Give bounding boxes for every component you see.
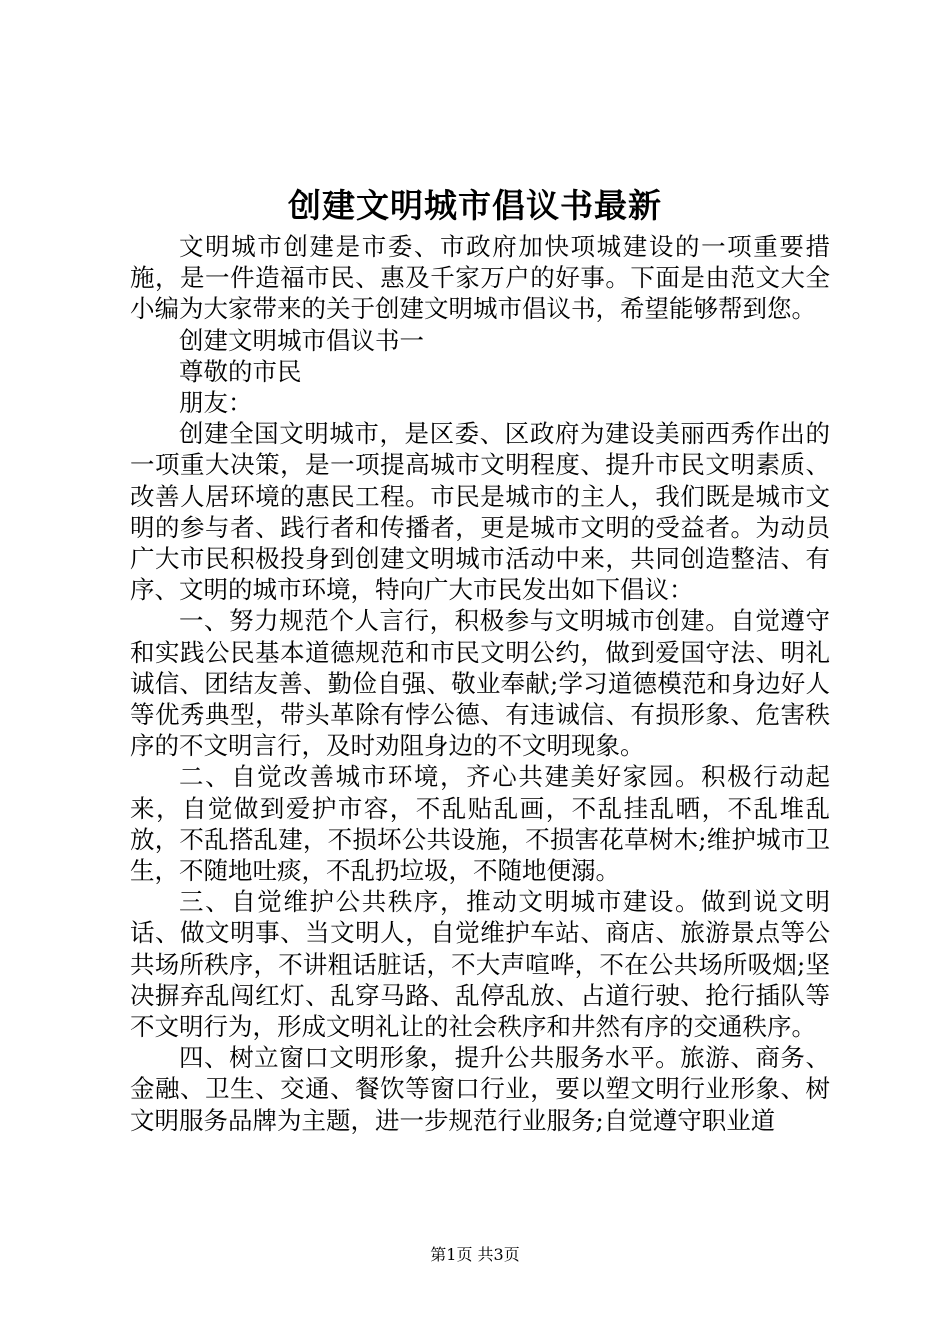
body-paragraph: 三、自觉维护公共秩序，推动文明城市建设。做到说文明话、做文明事、当文明人，自觉维护车站、商店、旅游景点等公共场所秩序，不讲粗话脏话，不大声喧哗，不在公共场所吸烟;坚决摒弃乱闯红灯、乱穿马路、乱停乱放、占道行驶、抢行插队等不文明行为，形成文明礼让的社会秩序和井然有序的交通秩序。 — [130, 887, 830, 1042]
document-title: 创建文明城市倡议书最新 — [288, 186, 662, 225]
intro-paragraph: 文明城市创建是市委、市政府加快项城建设的一项重要措施，是一件造福市民、惠及千家万户的好事。下面是由范文大全小编为大家带来的关于创建文明城市倡议书，希望能够帮到您。 — [130, 232, 830, 324]
salutation-line-2: 朋友： — [179, 388, 253, 418]
subtitle: 创建文明城市倡议书一 — [179, 325, 424, 355]
salutation-line-1: 尊敬的市民 — [179, 356, 302, 386]
page-footer: 第1页 共3页 — [430, 1245, 520, 1264]
body-paragraph: 创建全国文明城市，是区委、区政府为建设美丽西秀作出的一项重大决策，是一项提高城市文明程度、提升市民文明素质、改善人居环境的惠民工程。市民是城市的主人，我们既是城市文明的参与者、践行者和传播者，更是城市文明的受益者。为动员广大市民积极投身到创建文明城市活动中来，共同创造整洁、有序、文明的城市环境，特向广大市民发出如下倡议： — [130, 419, 830, 605]
body-paragraph: 四、树立窗口文明形象，提升公共服务水平。旅游、商务、金融、卫生、交通、餐饮等窗口行业，要以塑文明行业形象、树文明服务品牌为主题，进一步规范行业服务;自觉遵守职业道 — [130, 1043, 830, 1135]
body-paragraph: 二、自觉改善城市环境，齐心共建美好家园。积极行动起来，自觉做到爱护市容，不乱贴乱画，不乱挂乱晒，不乱堆乱放，不乱搭乱建，不损坏公共设施，不损害花草树木;维护城市卫生，不随地吐痰，不乱扔垃圾，不随地便溺。 — [130, 762, 830, 886]
body-paragraph: 一、努力规范个人言行，积极参与文明城市创建。自觉遵守和实践公民基本道德规范和市民文明公约，做到爱国守法、明礼诚信、团结友善、勤俭自强、敬业奉献;学习道德模范和身边好人等优秀典型，带头革除有悖公德、有违诚信、有损形象、危害秩序的不文明言行，及时劝阻身边的不文明现象。 — [130, 606, 830, 761]
document-body — [130, 231, 830, 1136]
